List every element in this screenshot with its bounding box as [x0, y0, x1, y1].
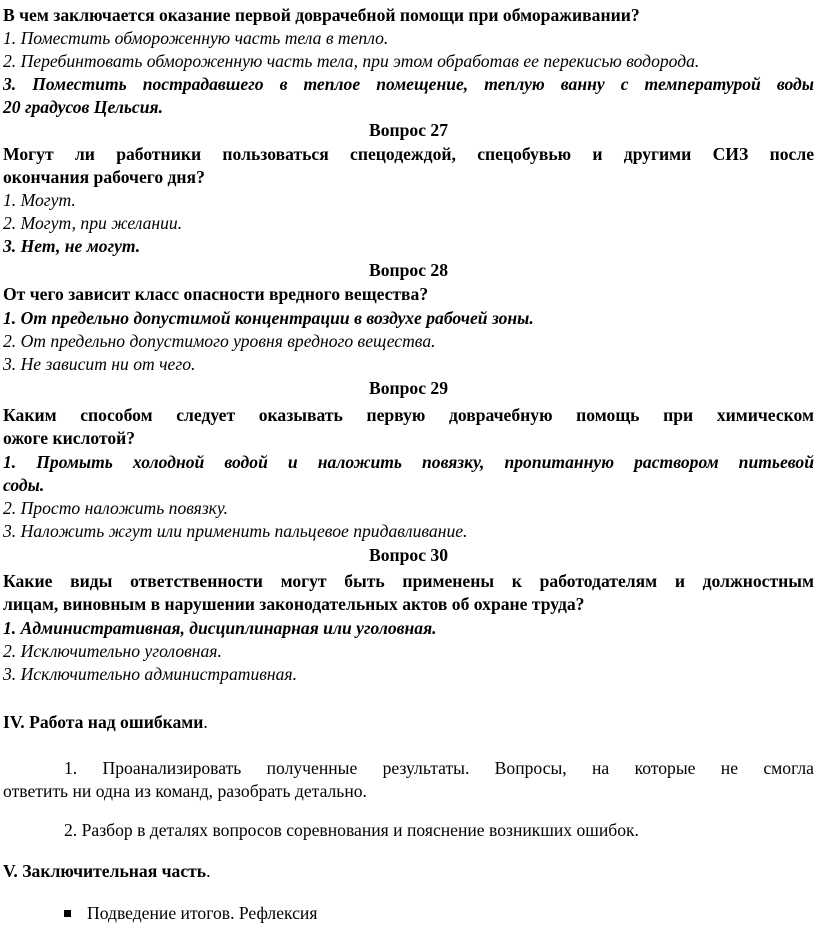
q27-option-1: 1. Могут. [3, 190, 76, 210]
q26-option-2: 2. Перебинтовать обмороженную часть тела, при этом обработав ее перекисью водорода. [3, 51, 700, 71]
bullet-list-item [64, 902, 317, 925]
section-5-title-dot: . [206, 861, 211, 881]
section-4-paragraph-1-line1: 1. Проанализировать полученные результаты. Вопросы, на которые не смогла [64, 758, 814, 778]
q28-option-1: 1. От предельно допустимой концентрации в воздухе рабочей зоны. [3, 308, 534, 328]
section-4-title: IV. Работа над ошибками [3, 712, 204, 732]
section-4-title-dot: . [203, 712, 208, 732]
q30-option-1: 1. Административная, дисциплинарная или уголовная. [3, 618, 437, 638]
question-29-text-line1: Каким способом следует оказывать первую доврачебную помощь при химическом [3, 405, 814, 425]
q27-option-2: 2. Могут, при желании. [3, 213, 183, 233]
question-29-text-line2: ожоге кислотой? [3, 428, 136, 448]
square-bullet-icon [64, 910, 71, 917]
question-29-heading: Вопрос 29 [368, 378, 449, 398]
question-26-text: В чем заключается оказание первой доврачебной помощи при обмораживании? [3, 5, 640, 25]
question-30-text-line1: Какие виды ответственности могут быть применены к работодателям и должностным [3, 571, 814, 591]
question-30-text-line2: лицам, виновным в нарушении законодательных актов об охране труда? [3, 594, 585, 614]
section-5-title: V. Заключительная часть [3, 861, 207, 881]
question-27-text-line2: окончания рабочего дня? [3, 167, 205, 187]
q29-option-2: 2. Просто наложить повязку. [3, 498, 229, 518]
section-4-paragraph-2: 2. Разбор в деталях вопросов соревнования и пояснение возникших ошибок. [64, 820, 639, 840]
bullet-item-text: Подведение итогов. Рефлексия [87, 903, 318, 923]
q27-option-3: 3. Нет, не могут. [3, 236, 141, 256]
q26-option-3-cont: 20 градусов Цельсия. [3, 97, 163, 117]
section-4-paragraph-1-line2: ответить ни одна из команд, разобрать детально. [3, 781, 367, 801]
q29-option-3: 3. Наложить жгут или применить пальцевое придавливание. [3, 521, 468, 541]
q26-option-3: 3. Поместить пострадавшего в теплое помещение, теплую ванну с температурой воды [3, 74, 814, 94]
question-27-text-line1: Могут ли работники пользоваться спецодеждой, спецобувью и другими СИЗ после [3, 144, 814, 164]
question-27-heading: Вопрос 27 [368, 120, 449, 140]
section-5-heading [3, 860, 814, 883]
q30-option-2: 2. Исключительно уголовная. [3, 641, 222, 661]
q29-option-1: 1. Промыть холодной водой и наложить повязку, пропитанную раствором питьевой [3, 452, 814, 472]
q26-option-1: 1. Поместить обмороженную часть тела в тепло. [3, 28, 389, 48]
q30-option-3: 3. Исключительно административная. [3, 664, 297, 684]
question-28-heading: Вопрос 28 [368, 260, 449, 280]
question-30-heading: Вопрос 30 [368, 545, 449, 565]
q28-option-3: 3. Не зависит ни от чего. [3, 354, 196, 374]
q29-option-1-cont: соды. [3, 475, 45, 495]
question-28-text: От чего зависит класс опасности вредного вещества? [3, 284, 429, 304]
q28-option-2: 2. От предельно допустимого уровня вредного вещества. [3, 331, 436, 351]
section-4-heading [3, 711, 814, 734]
